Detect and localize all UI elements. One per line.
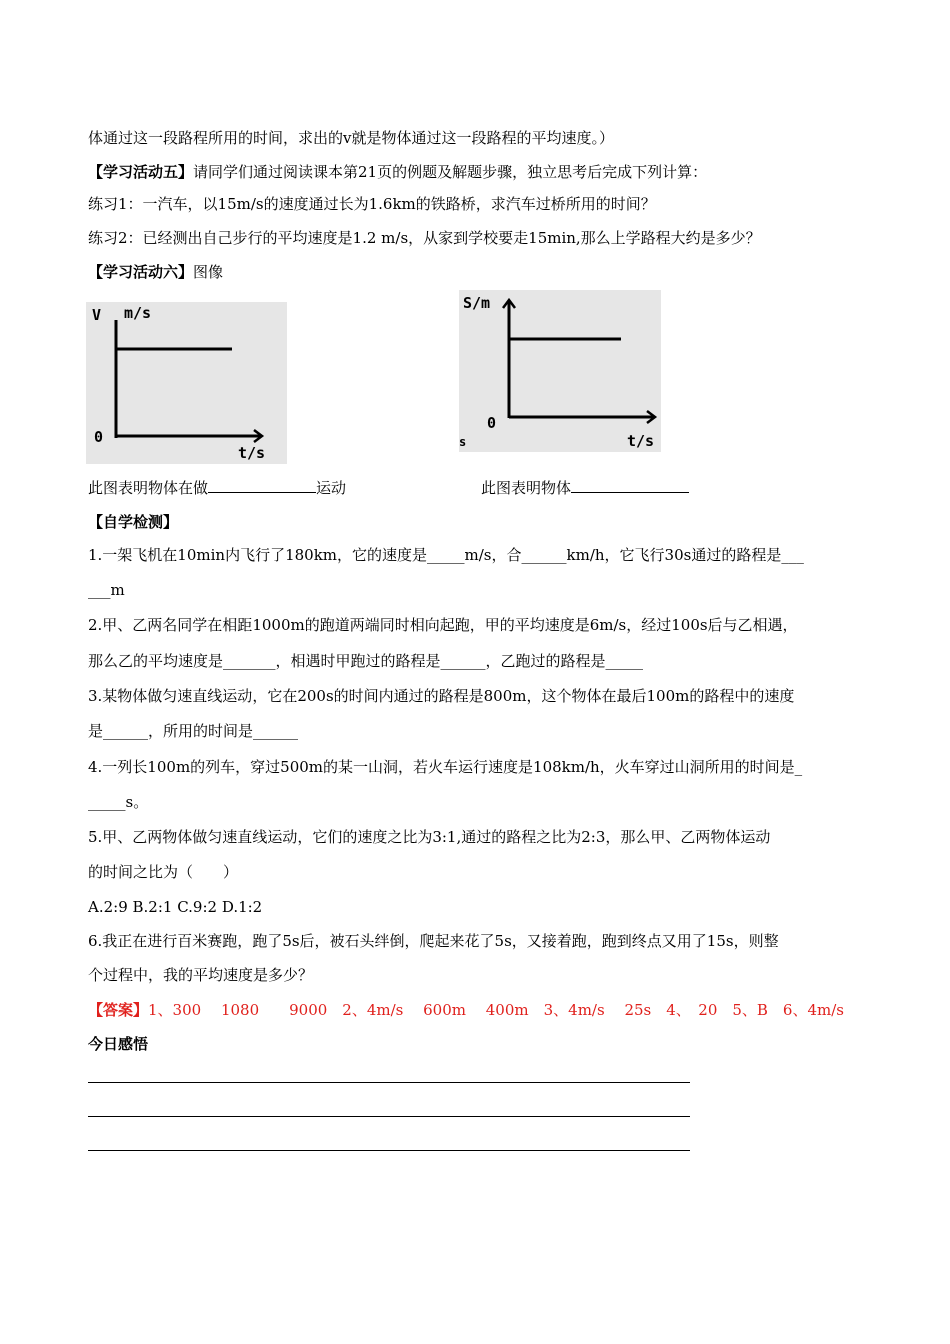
activity5-line [88, 162, 707, 182]
intro-line: 体通过这一段路程所用的时间，求出的v就是物体通过这一段路程的平均速度。） [88, 129, 614, 147]
answer-line [88, 1000, 844, 1020]
distance-time-graph-svg [459, 290, 661, 452]
q6-line-a: 6.我正在进行百米赛跑，跑了5s后，被石头绊倒，爬起来花了5s，又接着跑，跑到终点又用了15s，则整 [88, 932, 779, 950]
q3-line-a: 3.某物体做匀速直线运动，它在200s的时间内通过的路程是800m，这个物体在最后100m的路程中的速度 [88, 687, 795, 705]
velocity-time-graph [86, 302, 287, 464]
q1-line-a: 1.一架飞机在10min内飞行了180km，它的速度是_____m/s，合______km/h，它飞行30s通过的路程是___ [88, 546, 804, 564]
reflection-heading-text: 今日感悟 [88, 1035, 149, 1053]
caption-2-blank [571, 478, 689, 493]
activity6-line [88, 262, 223, 282]
activity6-heading: 【学习活动六】 [88, 263, 194, 281]
caption-1-before: 此图表明物体在做 [88, 479, 209, 497]
activity6-text: 图像 [193, 263, 224, 281]
q5-line-b: 的时间之比为（ ） [88, 863, 239, 881]
reflection-heading [88, 1034, 148, 1054]
v-unit: m/s [124, 304, 152, 322]
exercise-1: 练习1：一汽车，以15m/s的速度通过长为1.6km的铁路桥，求汽车过桥所用的时间？ [88, 195, 656, 213]
self-test-heading [88, 512, 178, 532]
answer-heading: 【答案】 [88, 1001, 149, 1019]
s-label: S/m [463, 294, 491, 312]
q2-line-b: 那么乙的平均速度是_______，相遇时甲跑过的路程是______，乙跑过的路程是_____ [88, 652, 644, 670]
q3-line-b: 是______，所用的时间是______ [88, 722, 299, 740]
t-label-2: t/s [627, 432, 655, 450]
caption-2 [481, 478, 689, 498]
caption-1 [88, 478, 346, 498]
caption-2-before: 此图表明物体 [481, 479, 572, 497]
self-test-heading-text: 【自学检测】 [88, 513, 179, 531]
reflection-line-1 [88, 1082, 690, 1083]
distance-time-graph [459, 290, 661, 452]
caption-1-blank [208, 478, 316, 493]
q4-line-a: 4.一列长100m的列车，穿过500m的某一山洞，若火车运行速度是108km/h，火车穿过山洞所用的时间是_ [88, 758, 803, 776]
origin-label: 0 [94, 428, 104, 446]
caption-1-after: 运动 [316, 479, 347, 497]
activity5-text: 请同学们通过阅读课本第21页的例题及解题步骤，独立思考后完成下列计算： [193, 163, 708, 181]
reflection-line-3 [88, 1150, 690, 1151]
q4-line-b: _____s。 [88, 793, 149, 811]
reflection-line-2 [88, 1116, 690, 1117]
q5-options: A.2:9 B.2:1 C.9:2 D.1:2 [88, 898, 263, 916]
q5-line-a: 5.甲、乙两物体做匀速直线运动，它们的速度之比为3:1,通过的路程之比为2:3，那么甲、乙两物体运动 [88, 828, 771, 846]
q6-line-b: 个过程中，我的平均速度是多少？ [88, 966, 314, 984]
q2-line-a: 2.甲、乙两名同学在相距1000m的跑道两端同时相向起跑，甲的平均速度是6m/s，经过100s后与乙相遇， [88, 616, 798, 634]
v-label: V [92, 306, 102, 324]
activity5-heading: 【学习活动五】 [88, 163, 194, 181]
exercise-2: 练习2：已经测出自己步行的平均速度是1.2 m/s，从家到学校要走15min,那么上学路程大约是多少？ [88, 229, 761, 247]
origin-label-2: 0 [487, 414, 497, 432]
answer-text: 1、300 1080 9000 2、4m/s 600m 400m 3、4m/s 25s 4、 20 5、B 6、4m/s [148, 1001, 844, 1019]
q1-line-b: ___m [88, 581, 125, 599]
stray-mark: s [459, 435, 467, 449]
velocity-time-graph-svg [86, 302, 287, 464]
t-label: t/s [238, 444, 266, 462]
